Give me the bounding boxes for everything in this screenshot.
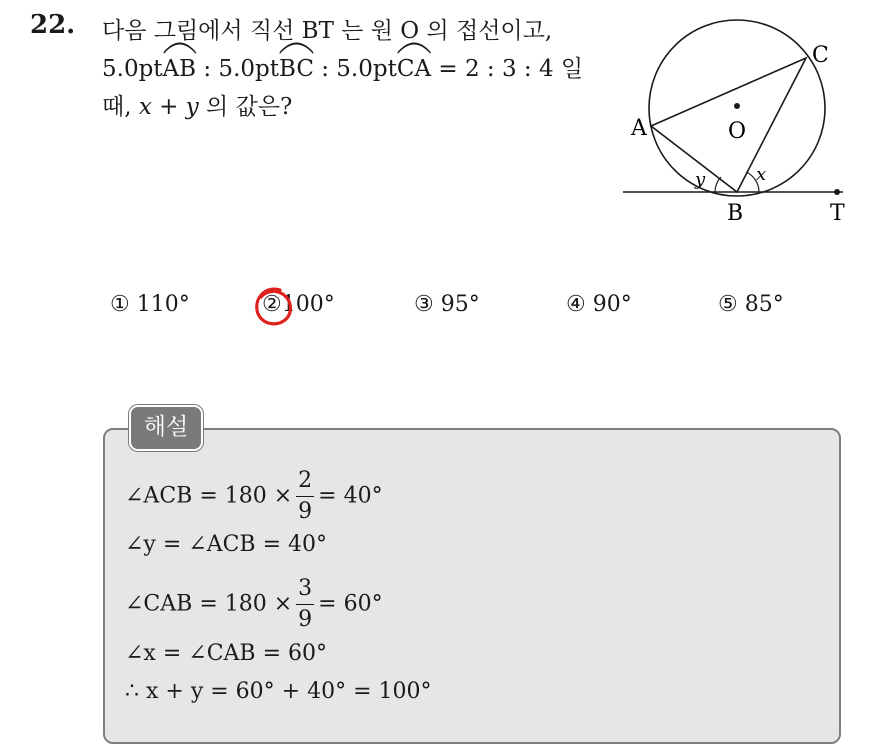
label-x: x (756, 164, 767, 185)
choice-4[interactable] (566, 292, 632, 317)
question-number: 22. (30, 10, 76, 40)
question-text (102, 12, 602, 126)
arc-ca-label: CA (396, 56, 432, 82)
question-line-1: 다음 그림에서 직선 BT 는 원 O 의 접선이고, (102, 18, 553, 44)
label-c: C (812, 43, 829, 68)
solution-tag: 해설 (129, 405, 203, 451)
solution-line-2: ∠y = ∠ACB = 40° (125, 532, 328, 557)
solution-line-3 (125, 574, 383, 635)
choice-5[interactable] (718, 292, 784, 317)
label-t: T (830, 201, 845, 226)
text-fragment: ∠ACB = 180 × (125, 483, 293, 509)
text-fragment: = 40° (318, 483, 383, 509)
choice-value: 85° (744, 292, 784, 317)
numerator: 3 (296, 574, 314, 605)
fraction (296, 466, 314, 527)
text-fragment: : 5.0pt (196, 56, 279, 82)
point-t-dot (834, 189, 840, 195)
text-fragment: 때, (102, 94, 139, 120)
choice-value: 90° (592, 292, 632, 317)
question-line-3 (102, 88, 602, 126)
denominator: 9 (298, 499, 313, 524)
arc-ca (397, 50, 431, 88)
selected-answer-circle-icon (250, 283, 298, 331)
choice-3[interactable] (414, 292, 480, 317)
text-fragment: 의 값은? (198, 94, 293, 120)
denominator: 9 (298, 607, 313, 632)
choice-mark: ① (110, 292, 130, 317)
text-fragment: = 60° (318, 591, 383, 617)
choice-mark: ⑤ (718, 292, 738, 317)
text-fragment: = 2 : 3 : 4 일 (431, 56, 584, 82)
solution-line-4: ∠x = ∠CAB = 60° (125, 641, 327, 666)
numerator: 2 (296, 466, 314, 497)
choice-mark: ③ (414, 292, 434, 317)
solution-line-1 (125, 466, 383, 527)
center-dot (734, 103, 740, 109)
label-y: y (695, 169, 706, 190)
arc-bc-label: BC (278, 56, 314, 82)
choice-value: 100° (281, 292, 335, 317)
expression: x + y (138, 94, 199, 120)
choice-value: 95° (440, 292, 480, 317)
question-line-2 (102, 50, 602, 88)
geometry-figure (615, 10, 875, 240)
label-o: O (728, 119, 747, 144)
arc-bc (279, 50, 314, 88)
answer-choices (0, 292, 884, 332)
choice-1[interactable] (110, 292, 190, 317)
text-fragment: ∠CAB = 180 × (125, 591, 293, 617)
fraction (296, 574, 314, 635)
choice-value: 110° (136, 292, 190, 317)
arc-ab-label: AB (162, 56, 197, 82)
solution-line-5: ∴ x + y = 60° + 40° = 100° (125, 679, 432, 704)
label-b: B (727, 201, 744, 226)
choice-mark: ④ (566, 292, 586, 317)
choice-mark: ② (262, 292, 282, 317)
label-a: A (631, 116, 647, 141)
text-fragment: 5.0pt (102, 56, 163, 82)
text-fragment: : 5.0pt (313, 56, 397, 82)
arc-ab (163, 50, 197, 88)
